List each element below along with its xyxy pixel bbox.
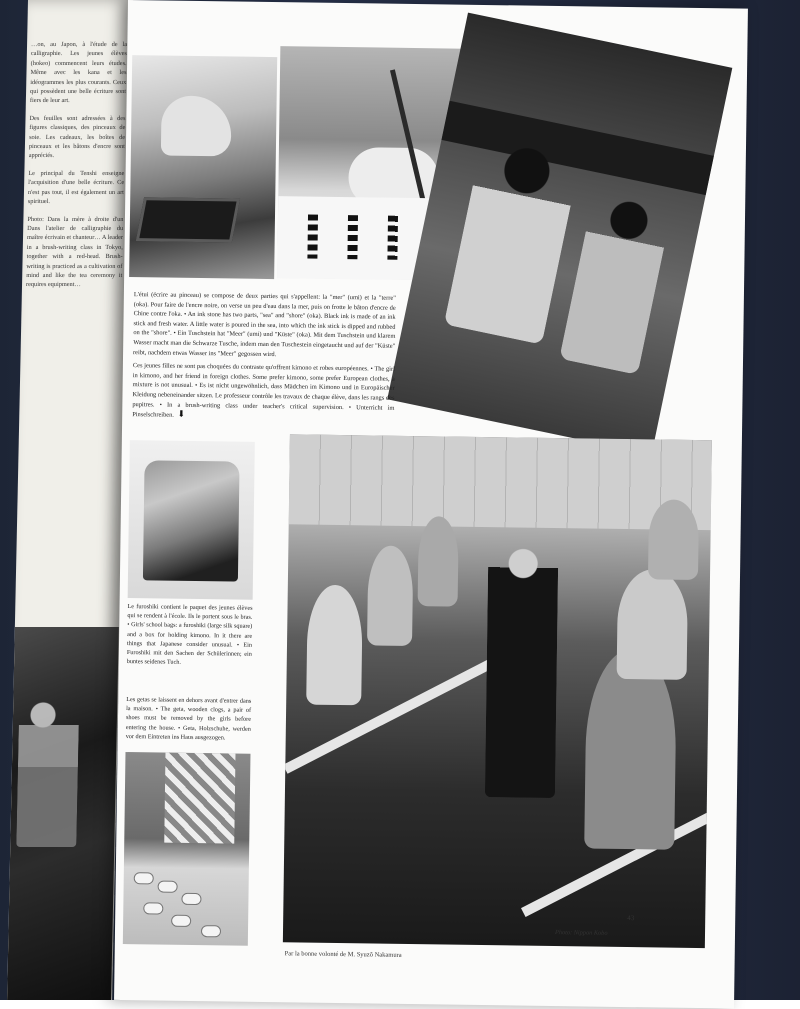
left-paragraph: Le principal du Tenshi enseigne l'acquisition d'une belle écriture. Ce n'est pas tout, il est également un art spirituel. bbox=[27, 169, 125, 206]
photo-geta bbox=[181, 893, 201, 905]
photo-classroom bbox=[283, 434, 712, 948]
photo-geta-shoes bbox=[123, 752, 251, 946]
photo-credit: Photo: Nippon Kobo bbox=[554, 929, 608, 937]
photo-ink-stone bbox=[129, 55, 277, 279]
caption-bundle: Le furoshiki contient le paquet des jeunes élèves qui se rendent à l'école. Ils le portent sous le bras. • Girls' school bags: a furoshiki (large silk square) and a box for holding kimono. In it there are things that Japanese consider unusual. • Ein Furoshiki mit den Sachen der Schülerinnen; ein buntes seidenes Tuch. bbox=[126, 603, 253, 667]
photo-glyph bbox=[347, 215, 358, 259]
photo-glyph bbox=[307, 215, 318, 259]
photo-student bbox=[306, 585, 363, 706]
photo-inkstone-shape bbox=[136, 197, 240, 242]
photo-geta bbox=[158, 881, 178, 893]
photo-kimono-hem bbox=[164, 753, 235, 844]
caption-geta: Les getas se laissent en dehors avant d'entrer dans la maison. • The geta, wooden clogs, a pair of shoes must be removed by the girls before entering the house. • Geta, Holzschuhe, werden vor dem Eintreten ins Haus ausgezogen. bbox=[125, 696, 252, 742]
photo-girl-in-kimono bbox=[7, 627, 119, 1000]
caption-ink-stone: L'étui (écrire au pinceau) se compose de deux parties qui s'appellent: la "mer" (umi) et la "terre" (oka). Pour faire de l'encre noire, on verse un peu d'eau dans la mer, puis on frotte le bâton d'encre de Chine contre l'oka. • An ink stone has two parts, "sea" and "shore" (oka). Black ink is made of an ink stick and fresh water. A little water is poured in the sea, into which the ink stick is dipped and rubbed on the "shore". • Ein Tuschstein hat "Meer" (umi) und "Küste" (oka). Mit dem Tuschstein und klarem Wasser macht man die Schwarze Tusche, indem man den Tuschestein eingetaucht und auf der "Küste" reibt, nachdem etwas Wasser ins "Meer" gegossen wird. bbox=[133, 291, 396, 358]
photo-student bbox=[648, 499, 699, 580]
photo-wall bbox=[289, 434, 712, 530]
photo-glyph bbox=[387, 216, 398, 260]
photo-furoshiki-bundle bbox=[128, 440, 255, 600]
photo-teacher bbox=[485, 537, 559, 798]
arrow-down-icon: ⬇ bbox=[177, 408, 186, 419]
credit-line: Par la bonne volonté de M. Syuzô Nakamura bbox=[284, 950, 402, 959]
photo-geta bbox=[171, 915, 191, 927]
left-paragraph: Photo: Dans la mère à droite d'un Dans l'atelier de calligraphie du maître écrivain et chanteur… A leader in a brush-writing class in Tokyo, together with a red-head. Brush-writing is practiced as a cultivation of mind and like the tea ceremony it requires equipment… bbox=[25, 215, 124, 289]
photo-geta bbox=[201, 925, 221, 937]
photo-girl-western bbox=[559, 192, 672, 375]
right-page bbox=[114, 0, 748, 1009]
photo-geta bbox=[143, 902, 163, 914]
photo-girl-kimono bbox=[444, 138, 581, 344]
photo-bundle-shape bbox=[143, 460, 240, 581]
photo-figure bbox=[16, 697, 79, 847]
photo-student bbox=[418, 516, 459, 607]
caption-class: Ces jeunes filles ne sont pas choquées du contraste qu'offrent kimono et robes européennes. • The girl in kimono, and her friend in foreign clothes. Some prefer kimono, some prefer European clothes, a mixture is not unusual. • Es ist nicht ungewöhnlich, dass Mädchen im Kimono und in Europäischer Kleidung nebeneinander sitzen. Le professeur contrôle les travaux de chaque élève, dans les rangs des pupitres. • In a brush-writing class under teacher's critical supervision. • Unterricht im Pinselschreiben. bbox=[132, 362, 395, 419]
mid-caption bbox=[132, 290, 396, 427]
photo-geta bbox=[134, 872, 154, 884]
page-number: 43 bbox=[627, 914, 635, 923]
left-paragraph: …on, au Japon, à l'étude de la calligraphie. Les jeunes élèves (hokeo) commencent leurs études. Même avec les kana et les idéogrammes les plus courants. Ceux qui possèdent une belle écriture sont fiers de leur art. bbox=[29, 41, 128, 105]
left-paragraph: Des feuilles sont adressées à des figures classiques, des pinceaux de soie. Les cadeaux, les boîtes de pinceaux et les bâtons d'encre sont appréciés. bbox=[28, 114, 126, 160]
photo-hand bbox=[161, 95, 232, 156]
photo-student bbox=[367, 545, 413, 646]
left-page bbox=[7, 0, 133, 1000]
photo-student bbox=[617, 569, 689, 680]
left-page-text bbox=[26, 40, 127, 298]
